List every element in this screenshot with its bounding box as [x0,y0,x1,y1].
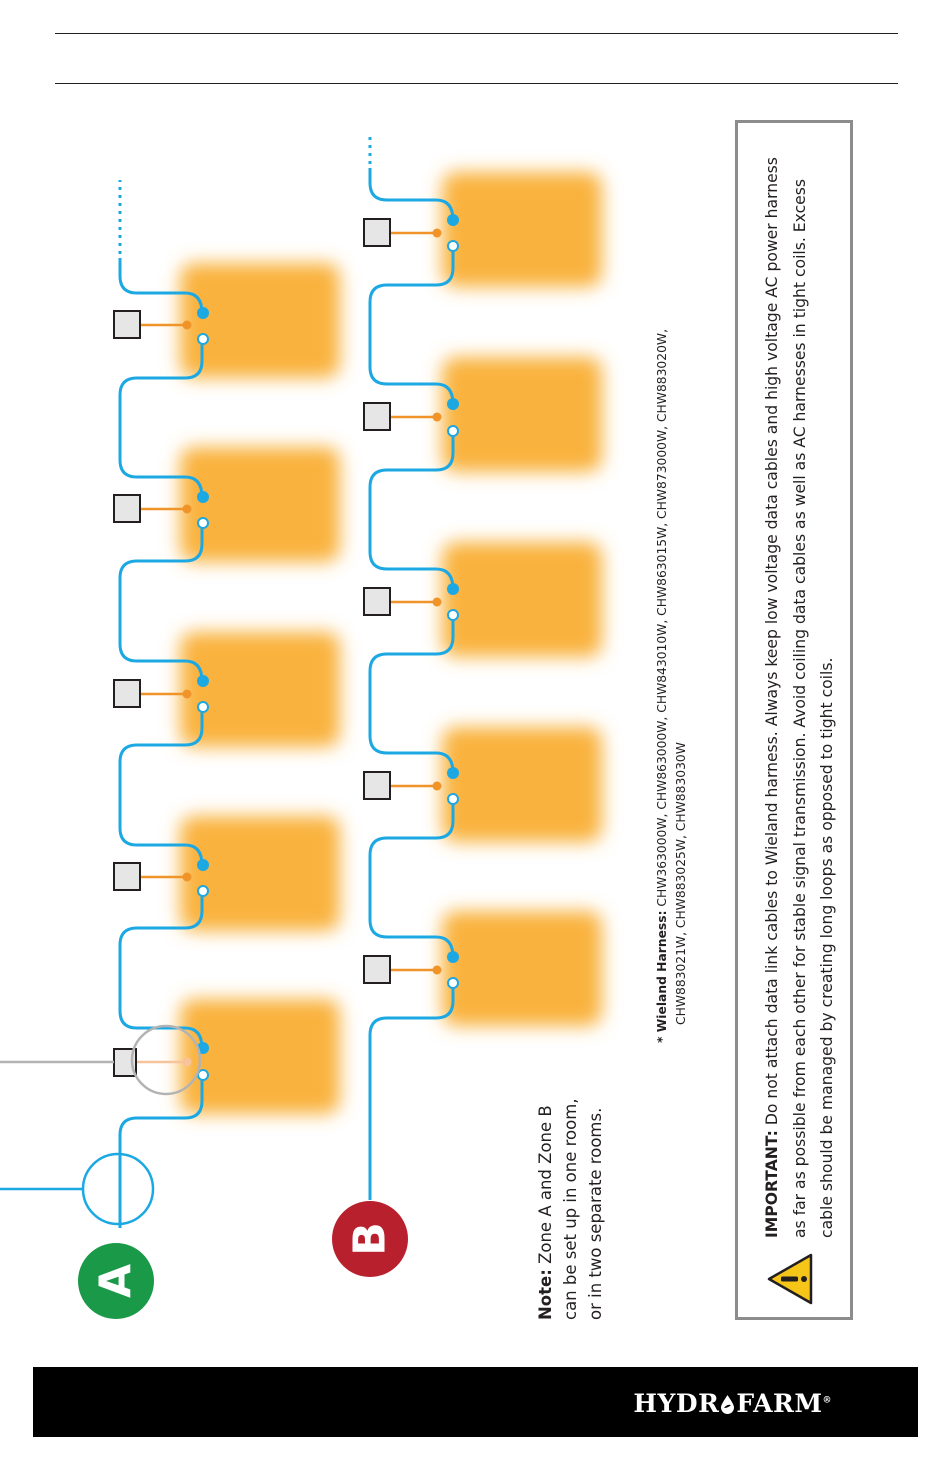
data-out-port [448,978,458,988]
data-out-port [198,886,208,896]
data-in-port [197,491,209,503]
zone-note [533,1098,608,1320]
zone-a-badge [78,1243,154,1319]
data-in-port [447,214,459,226]
power-junction-box [364,403,390,430]
data-out-port [198,702,208,712]
harness-line-2: CHW883021W, CHW883025W, CHW883030W [674,742,688,1025]
data-out-port [448,241,458,251]
data-in-port [447,398,459,410]
zone-b-badge [332,1201,408,1277]
light-fixture [442,172,602,287]
warning-body: Do not attach data link cables to Wieland harness. Always keep low voltage data cables and high voltage AC power harness as far as possible from each other for stable signal transmission. Avoid coiling data cables as well as AC harnesses in tight coils. Excess cable should be managed by creating long loops as opposed to tight coils. [763,157,836,1238]
hydrofarm-logo: HYDR FARM® [633,1389,832,1418]
note-line-1: Zone A and Zone B [536,1105,555,1264]
warning-text [759,138,842,1238]
data-in-port [197,307,209,319]
data-out-port [448,610,458,620]
power-junction-box [364,588,390,615]
data-cable-callout-circle [83,1154,153,1224]
power-junction-box [364,956,390,983]
data-in-port [447,583,459,595]
power-junction-box [364,219,390,246]
power-junction-box [114,863,140,890]
light-fixture [442,542,602,657]
data-out-port [198,334,208,344]
note-line-2: can be set up in one room, [561,1098,580,1320]
data-in-port [197,859,209,871]
light-fixture [180,999,340,1114]
zone-a-label: A [90,1263,142,1299]
data-in-port [447,767,459,779]
data-in-port [197,675,209,687]
note-label: Note: [536,1269,555,1320]
power-junction-box [364,772,390,799]
power-junction-box [114,311,140,338]
harness-line-1: CHW363000W, CHW863000W, CHW843010W, CHW863015W, CHW873000W, CHW883020W, [655,329,669,907]
data-out-port [448,794,458,804]
data-out-port [198,1070,208,1080]
light-fixture [180,816,340,931]
droplet-leaf-icon [719,1394,736,1414]
light-fixture [180,447,340,562]
harness-label: * Wieland Harness: [655,910,669,1043]
zone-b-lights [442,172,602,1026]
data-in-port [447,951,459,963]
data-out-port [448,426,458,436]
light-fixture [180,263,340,378]
warning-label: IMPORTANT: [763,1130,781,1238]
zone-b-label: B [344,1222,396,1256]
light-fixture [442,911,602,1026]
power-junction-box [114,495,140,522]
zone-a-lights [180,263,340,1114]
light-fixture [442,357,602,472]
footer-bar [33,1367,918,1437]
zone-b-data-cable [370,168,453,1200]
data-out-port [198,518,208,528]
note-line-3: or in two separate rooms. [586,1107,605,1320]
light-fixture [442,727,602,842]
light-fixture [180,632,340,747]
power-junction-box [114,680,140,707]
wieland-harness-list [653,329,691,1043]
